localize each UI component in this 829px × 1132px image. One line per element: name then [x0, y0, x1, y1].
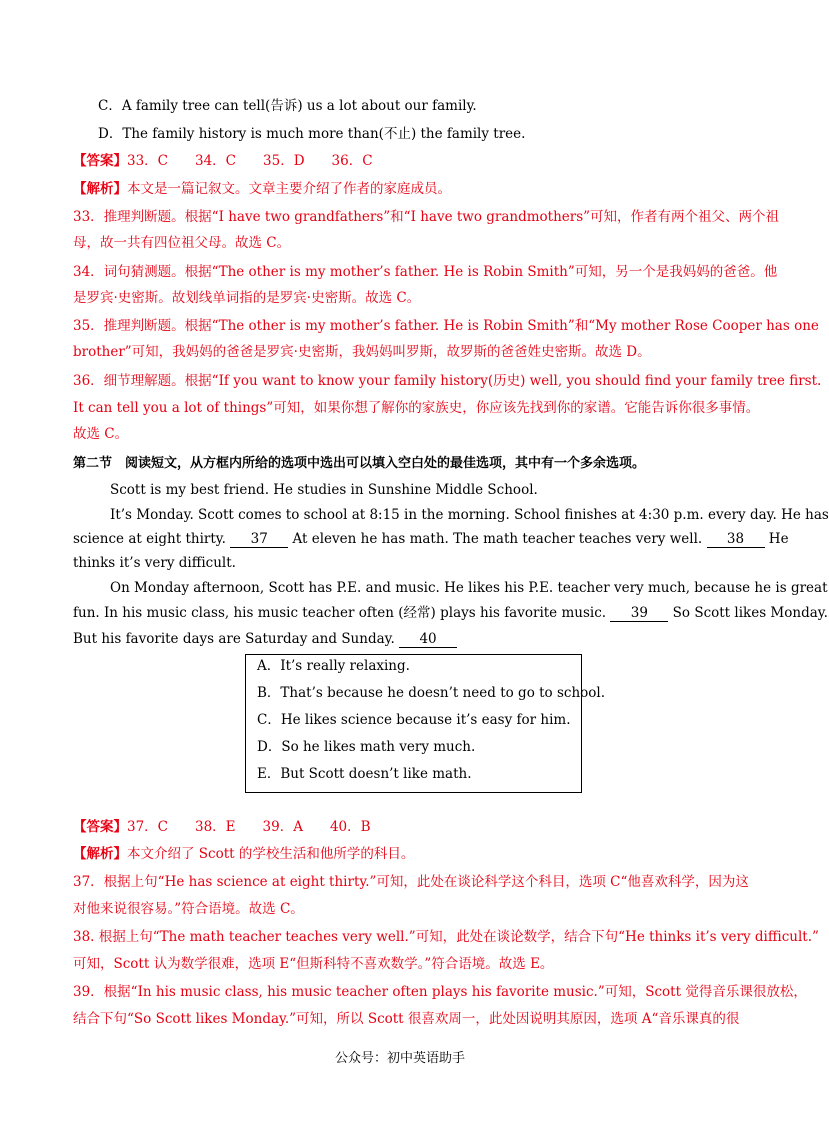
passage-paragraph-1: Scott is my best friend. He studies in Sunshine Middle School.: [110, 482, 538, 498]
analysis-line: 35．推理判断题。根据“The other is my mother’s father. He is Robin Smith”和“My mother Rose Cooper has one: [73, 318, 819, 334]
analysis-line: 36．细节理解题。根据“If you want to know your family history(历史) well, you should find your family tree first.: [73, 373, 822, 389]
analysis-line: 33．推理判断题。根据“I have two grandfathers”和“I have two grandmothers”可知，作者有两个祖父、两个祖: [73, 209, 780, 225]
analysis-tag: 【解析】: [73, 181, 127, 197]
analysis-line: 39．根据“In his music class, his music teacher often plays his favorite music.”可知，Scott 觉得音乐课很放松，: [73, 984, 807, 1000]
passage-text: So Scott likes Monday.: [672, 605, 828, 621]
passage-text: science at eight thirty.: [73, 531, 226, 547]
answer-text: 37．C 38．E 39．A 40．B: [127, 819, 371, 835]
page-footer: 公众号：初中英语助手: [334, 1051, 465, 1066]
analysis-tag: 【解析】: [73, 846, 127, 862]
analysis-line: 37．根据上句“He has science at eight thirty.”可知，此处在谈论科学这个科目，选项 C“他喜欢科学，因为这: [73, 874, 749, 890]
answer-line-2: [73, 817, 371, 837]
box-option-d: D．So he likes math very much.: [257, 739, 476, 755]
box-option-c: C．He likes science because it’s easy for him.: [257, 712, 571, 728]
passage-text: But his favorite days are Saturday and Sunday.: [73, 631, 395, 647]
analysis-intro-text: 本文介绍了 Scott 的学校生活和他所学的科目。: [127, 846, 415, 862]
analysis-line: 母，故一共有四位祖父母。故选 C。: [73, 235, 291, 251]
passage-line: [73, 603, 828, 623]
option-c-line: C．A family tree can tell(告诉) us a lot about our family.: [98, 98, 477, 114]
answer-tag: 【答案】: [73, 819, 127, 835]
analysis-intro-1: [73, 179, 451, 199]
blank-39[interactable]: 39: [610, 605, 668, 622]
analysis-line: 故选 C。: [73, 426, 129, 442]
passage-line: It’s Monday. Scott comes to school at 8:15 in the morning. School finishes at 4:30 p.m. every day. He has: [110, 507, 829, 523]
analysis-line: 34．词句猜测题。根据“The other is my mother’s father. He is Robin Smith”可知，另一个是我妈妈的爸爸。他: [73, 264, 778, 280]
box-option-a: A．It’s really relaxing.: [257, 658, 410, 674]
blank-37[interactable]: 37: [230, 531, 288, 548]
box-option-e: E．But Scott doesn’t like math.: [257, 766, 472, 782]
passage-text: At eleven he has math. The math teacher teaches very well.: [292, 531, 703, 547]
answer-tag: 【答案】: [73, 153, 127, 169]
analysis-intro-text: 本文是一篇记叙文。文章主要介绍了作者的家庭成员。: [127, 181, 451, 197]
passage-line: thinks it’s very difficult.: [73, 555, 236, 571]
blank-38[interactable]: 38: [707, 531, 765, 548]
box-option-b: B．That’s because he doesn’t need to go to school.: [257, 685, 606, 701]
passage-line: [73, 529, 789, 549]
analysis-line: It can tell you a lot of things”可知，如果你想了解你的家族史，你应该先找到你的家谱。它能告诉你很多事情。: [73, 400, 760, 416]
analysis-line: 38. 根据上句“The math teacher teaches very well.”可知，此处在谈论数学，结合下句“He thinks it’s very difficult.”: [73, 929, 819, 945]
answer-line-1: [73, 151, 373, 171]
analysis-intro-2: [73, 844, 414, 864]
passage-text: He: [768, 531, 789, 547]
analysis-line: 可知，Scott 认为数学很难，选项 E“但斯科特不喜欢数学。”符合语境。故选 E。: [73, 956, 554, 972]
options-box: [245, 654, 606, 793]
analysis-line: 是罗宾·史密斯。故划线单词指的是罗宾·史密斯。故选 C。: [73, 290, 421, 306]
analysis-line: 结合下句“So Scott likes Monday.”可知，所以 Scott 很喜欢周一，此处因说明其原因，选项 A“音乐课真的很: [73, 1011, 740, 1027]
answer-text: 33．C 34．C 35．D 36．C: [127, 153, 373, 169]
option-d-line: D．The family history is much more than(不止) the family tree.: [98, 126, 526, 142]
passage-text: fun. In his music class, his music teacher often (经常) plays his favorite music.: [73, 605, 607, 621]
passage-line: On Monday afternoon, Scott has P.E. and music. He likes his P.E. teacher very much, because he is great: [110, 580, 828, 596]
section-heading: 第二节 阅读短文，从方框内所给的选项中选出可以填入空白处的最佳选项，其中有一个多余选项。: [73, 456, 646, 471]
analysis-line: brother”可知，我妈妈的爸爸是罗宾·史密斯，我妈妈叫罗斯，故罗斯的爸爸姓史密斯。故选 D。: [73, 344, 651, 360]
passage-line: [73, 629, 457, 649]
blank-40[interactable]: 40: [399, 631, 457, 648]
analysis-line: 对他来说很容易。”符合语境。故选 C。: [73, 901, 304, 917]
